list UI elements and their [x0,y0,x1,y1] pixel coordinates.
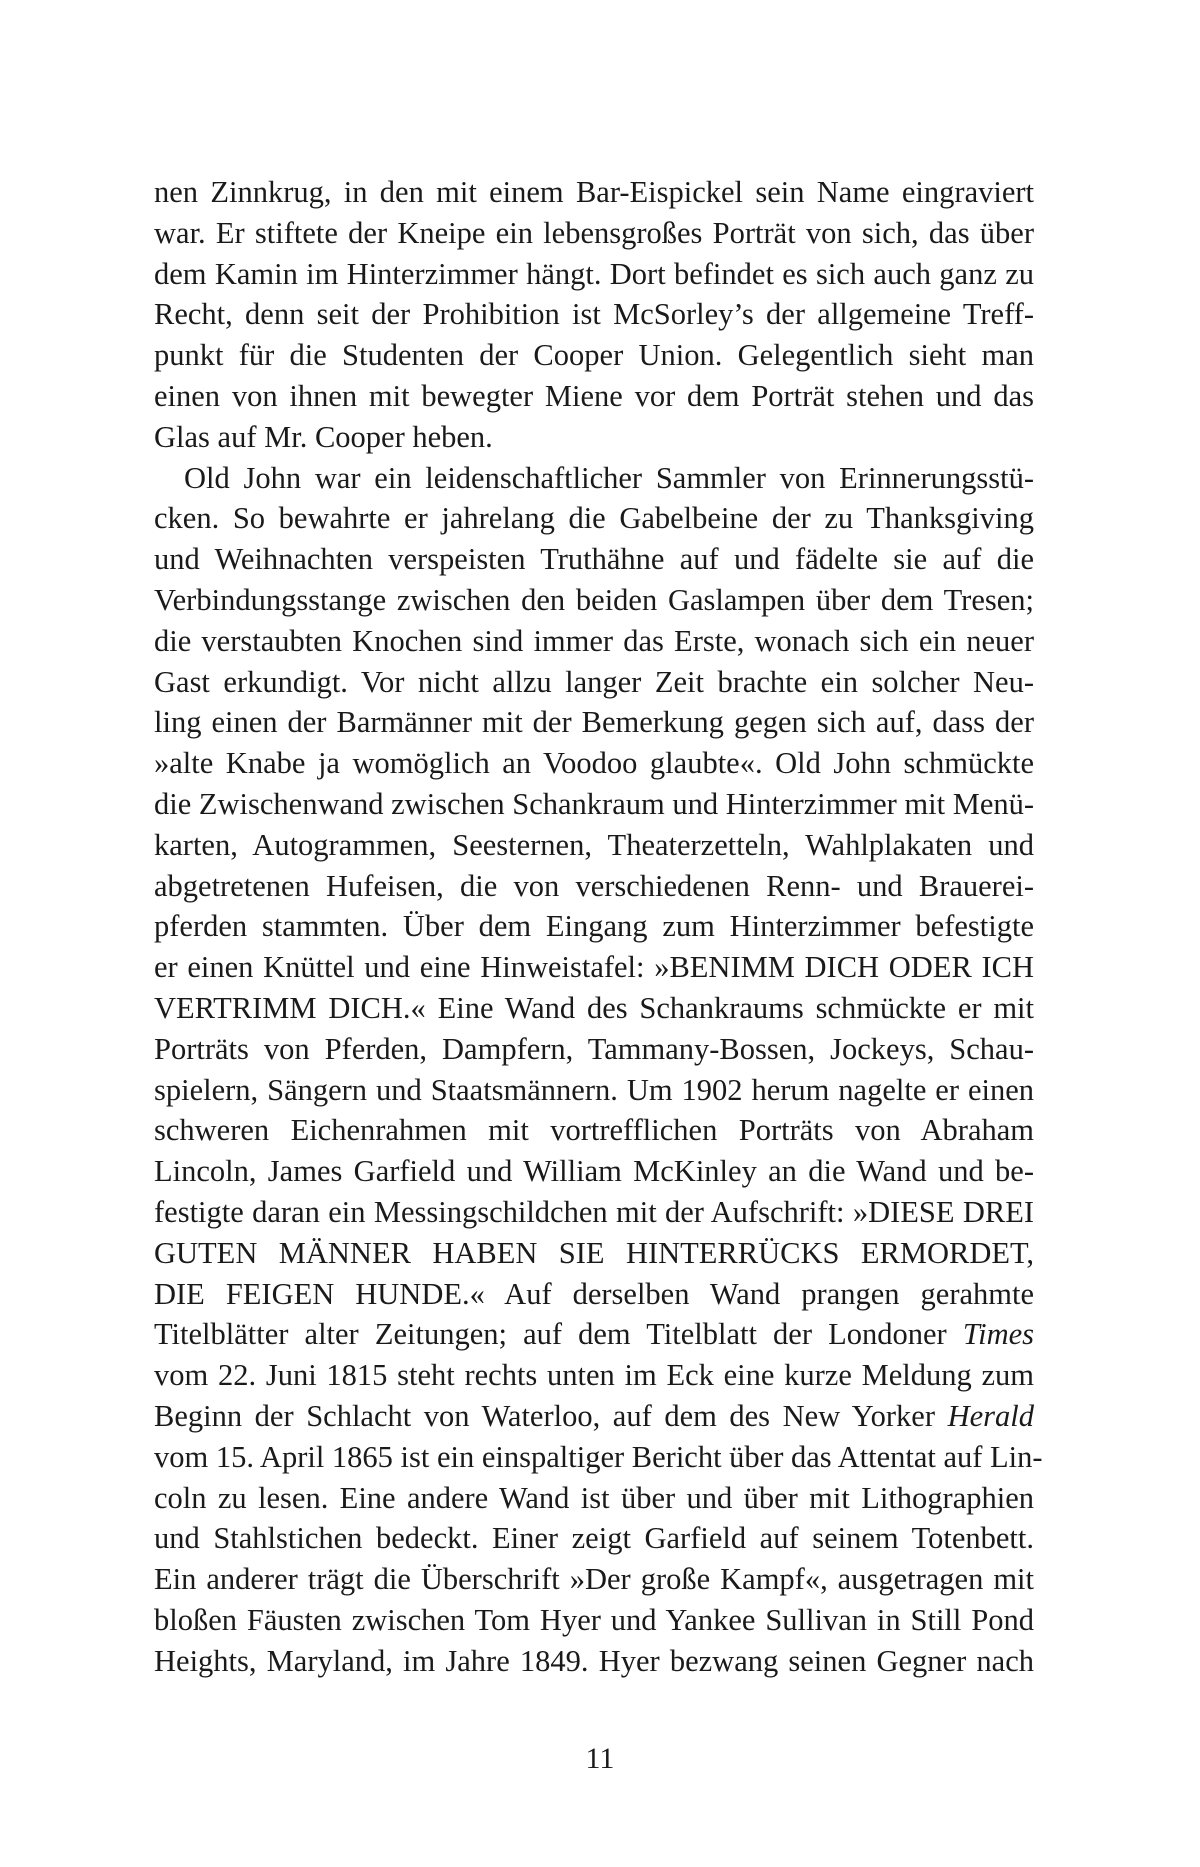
text-line: »alte Knabe ja womöglich an Voodoo glaubte«. Old John schmückte [154,746,1034,781]
text-line: pferden stammten. Über dem Eingang zum Hinterzimmer befestigte [154,909,1034,944]
text-line: DIE FEIGEN HUNDE.« Auf derselben Wand prangen gerahmte [154,1276,1034,1311]
text-line: Ein anderer trägt die Überschrift »Der große Kampf«, ausgetragen mit [154,1562,1034,1597]
text-line: bloßen Fäusten zwischen Tom Hyer und Yankee Sullivan in Still Pond [154,1602,1034,1637]
page-number: 11 [585,1742,615,1775]
text-line-with-italic [154,1396,1034,1437]
text-line: einen von ihnen mit bewegter Miene vor dem Porträt stehen und das [154,378,1034,413]
text-line: vom 22. Juni 1815 steht rechts unten im Eck eine kurze Meldung zum [154,1358,1034,1393]
paragraph-end-line: Glas auf Mr. Cooper heben. [154,419,493,454]
text-line: cken. So bewahrte er jahrelang die Gabelbeine der zu Thanksgiving [154,501,1034,536]
text-line-with-italic [154,1314,1034,1355]
text-line: Heights, Maryland, im Jahre 1849. Hyer bezwang seinen Gegner nach [154,1643,1034,1678]
text-line: schweren Eichenrahmen mit vortrefflichen Porträts von Abraham [154,1113,1034,1148]
text-line: vom 15. April 1865 ist ein einspaltiger Bericht über das Attentat auf Lin- [154,1439,1043,1474]
text-line: nen Zinnkrug, in den mit einem Bar-Eispickel sein Name eingraviert [154,175,1034,209]
paragraph-start-line: Old John war ein leidenschaftlicher Sammler von Erinnerungsstü- [184,460,1034,495]
text-line: punkt für die Studenten der Cooper Union. Gelegentlich sieht man [154,338,1034,373]
text-line: er einen Knüttel und eine Hinweistafel: »BENIMM DICH ODER ICH [154,950,1034,985]
text-line: Verbindungsstange zwischen den beiden Gaslampen über dem Tresen; [154,582,1034,617]
text-line: spielern, Sängern und Staatsmännern. Um 1902 herum nagelte er einen [154,1072,1034,1107]
italic-newspaper-title: Herald [947,1398,1034,1433]
text-line: GUTEN MÄNNER HABEN SIE HINTERRÜCKS ERMORDET, [154,1235,1034,1270]
text-line: festigte daran ein Messingschildchen mit der Aufschrift: »DIESE DREI [154,1194,1034,1229]
text-line: karten, Autogrammen, Seesternen, Theaterzetteln, Wahlplakaten und [154,827,1034,862]
text-line: ling einen der Barmänner mit der Bemerkung gegen sich auf, dass der [154,705,1034,740]
text-line: VERTRIMM DICH.« Eine Wand des Schankraums schmückte er mit [154,990,1034,1025]
text-line: und Weihnachten verspeisten Truthähne auf und fädelte sie auf die [154,542,1034,577]
text-line: coln zu lesen. Eine andere Wand ist über und über mit Lithographien [154,1480,1034,1515]
text-line: die Zwischenwand zwischen Schankraum und Hinterzimmer mit Menü- [154,786,1035,821]
text-line: abgetretenen Hufeisen, die von verschiedenen Renn- und Brauerei- [154,868,1034,903]
text-line: Gast erkundigt. Vor nicht allzu langer Zeit brachte ein solcher Neu- [154,664,1034,699]
italic-newspaper-title: Times [962,1317,1034,1352]
text-line: Lincoln, James Garfield und William McKinley an die Wand und be- [154,1154,1034,1189]
text-segment: Titelblätter alter Zeitungen; auf dem Titelblatt der Londoner [154,1317,963,1352]
text-segment: Beginn der Schlacht von Waterloo, auf dem des New Yorker [154,1398,948,1433]
text-line: war. Er stiftete der Kneipe ein lebensgroßes Porträt von sich, das über [154,215,1034,250]
text-line: und Stahlstichen bedeckt. Einer zeigt Garfield auf seinem Totenbett. [154,1521,1034,1556]
body-text [154,172,1043,1681]
text-line: Recht, denn seit der Prohibition ist McSorley’s der allgemeine Treff- [154,297,1034,332]
text-line: dem Kamin im Hinterzimmer hängt. Dort befindet es sich auch ganz zu [154,256,1034,291]
text-line: Porträts von Pferden, Dampfern, Tammany-Bossen, Jockeys, Schau- [154,1031,1034,1066]
text-line: die verstaubten Knochen sind immer das Erste, wonach sich ein neuer [154,623,1034,658]
